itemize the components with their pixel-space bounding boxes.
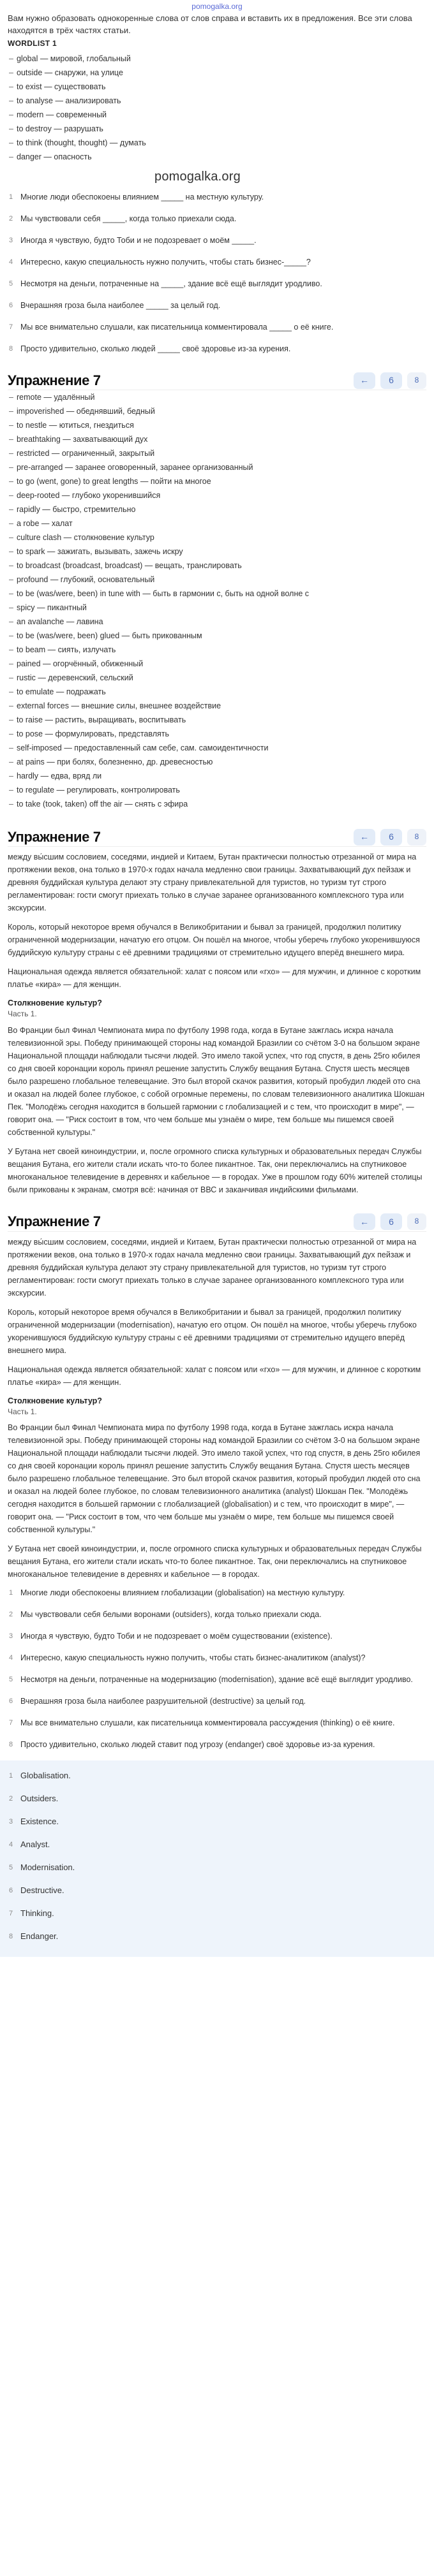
word-item: – to raise — растить, выращивать, воспитывать [8,713,426,727]
page-8-button-2[interactable]: 8 [407,829,426,845]
exercise-header-3 [8,1213,426,1232]
word-item: – breathtaking — захватывающий дух [8,432,426,446]
word-item: – to be (was/were, been) in tune with — быть в гармонии с, быть на одной волне с [8,587,426,601]
filled-sentence-item [8,1695,426,1707]
prev-page-button[interactable] [354,372,375,389]
sentence-item-text: Многие люди обеспокоены влиянием _____ на местную культуру. [20,193,264,202]
word-item: – to go (went, gone) to great lengths — пойти на многое [8,474,426,488]
filled-sentence-item [8,1587,426,1599]
sentence-item-text: Просто удивительно, сколько людей _____ своё здоровье из-за курения. [20,344,291,354]
sentence-item-text: Несмотря на деньги, потраченные на _____, здание всё ещё выглядит уродливо. [20,279,322,289]
task-intro: Вам нужно образовать однокоренные слова от слов справа и вставить их в предложения. Все эти слова находятся в трёх частях статьи. [8,13,412,35]
filled-sentence-list [8,1587,426,1750]
item-number: 1 [9,1772,13,1780]
answer-item-text: Globalisation. [20,1771,71,1781]
item-number: 5 [9,1676,13,1684]
item-number: 6 [9,302,13,310]
word-item: – external forces — внешние силы, внешнее воздействие [8,699,426,713]
word-item: – hardly — едва, вряд ли [8,769,426,783]
prev-page-button-2[interactable] [354,829,375,845]
item-number: 3 [9,1632,13,1641]
sentence-item [8,191,426,203]
sentence-item-text: Иногда я чувствую, будто Тоби и не подозревает о моём _____. [20,236,257,245]
answers-panel [0,1760,434,1957]
filled-sentence-item-text: Многие люди обеспокоены влиянием глобализации (globalisation) на местную культуру. [20,1588,345,1598]
word-item: – an avalanche — лавина [8,615,426,629]
word-item: – to destroy — разрушать [8,122,426,136]
sentence-list [8,191,426,355]
answer-item [8,1884,426,1897]
answer-item [8,1907,426,1920]
word-item: – modern — современный [8,108,426,122]
word-item: – global — мировой, глобальный [8,52,426,66]
filled-sentence-item-text: Интересно, какую специальность нужно получить, чтобы стать бизнес-аналитиком (analyst)? [20,1653,366,1663]
answer-item [8,1769,426,1782]
word-item: – pained — огорчённый, обиженный [8,657,426,671]
answer-item [8,1838,426,1851]
item-number: 7 [9,323,13,332]
exercise-header [8,371,426,390]
article-paragraph: Национальная одежда является обязательной: халат с поясом или «гхо» — для мужчин, и длинное с коротким платье «кира» — для женщин. [8,967,421,990]
item-number: 2 [9,215,13,223]
answer-item-text: Analyst. [20,1840,50,1850]
item-number: 6 [9,1697,13,1706]
item-number: 4 [9,1654,13,1662]
article-repeat-p3: Король, который некоторое время обучался в Великобритании и бывал за границей, продолжил политику ограниченной модернизации (modernisation), начатую его отцом. Он пошёл на многое, чтобы уберечь глубоко укоренившуюся буддийскую культуру страны с её древними традициями от стремительно идущего вперёд внешнего мира. [8,1307,417,1355]
item-number: 5 [9,1864,13,1872]
word-item: – impoverished — обеднявший, бедный [8,404,426,418]
item-number: 8 [9,345,13,353]
word-item: – to exist — существовать [8,80,426,94]
article-paragraph: У Бутана нет своей киноиндустрии, и, после огромного списка культурных и образовательных передач Службы вещания Бутана, его жители стали искать что-то более пикантное. Так, они переключались на спутниковое многоканальное телевидение в деревнях и кабельное — в городах. Уже в прошлом году 60% жителей столицы были прикованы к экранам, смотря всё: начиная от ВВС и заканчивая индийскими фильмами. [8,1146,423,1194]
word-item: – pre-arranged — заранее оговоренный, заранее организованный [8,460,426,474]
culture-heading: Столкновение культур? [8,999,102,1008]
word-item: – to nestle — ютиться, гнездиться [8,418,426,432]
filled-sentence-item-text: Просто удивительно, сколько людей ставит под угрозу (endanger) своё здоровье из-за курения. [20,1740,375,1750]
sentence-item-text: Вчерашняя гроза была наиболее _____ за целый год. [20,301,221,311]
sentence-item [8,343,426,355]
filled-sentence-item [8,1674,426,1685]
word-item: – deep-rooted — глубоко укоренившийся [8,488,426,502]
page-6-button-3[interactable]: 6 [380,1213,402,1230]
word-item: – to pose — формулировать, представлять [8,727,426,741]
answer-item [8,1930,426,1943]
article-repeat-p5: У Бутана нет своей киноиндустрии, и, после огромного списка культурных и образовательных передач Службы вещания Бутана, его жители стали искать что-то более пикантное. Так, они переключались на спутниковое многоканальное телевидение в деревнях и кабельное — в городах. [8,1544,422,1579]
item-number: 8 [9,1741,13,1749]
page-8-button[interactable]: 8 [407,372,426,389]
sentence-item [8,278,426,289]
filled-sentence-item-text: Несмотря на деньги, потраченные на модернизацию (modernisation), здание всё ещё выглядит уродливо. [20,1675,413,1685]
exercise-title-3: Упражнение 7 [8,1213,101,1230]
item-number: 2 [9,1795,13,1803]
item-number: 7 [9,1719,13,1727]
arrow-left-icon: ← [360,375,369,386]
answer-item-text: Thinking. [20,1908,54,1919]
word-item: – a robe — халат [8,516,426,531]
answer-item-text: Endanger. [20,1931,59,1942]
word-item: – restricted — ограниченный, закрытый [8,446,426,460]
page-6-button-2[interactable]: 6 [380,829,402,845]
word-item: – outside — снаружи, на улице [8,66,426,80]
wordlist-title: WORDLIST 1 [8,38,57,48]
word-item: – to broadcast (broadcast, broadcast) — вещать, транслировать [8,559,426,573]
exercise-title: Упражнение 7 [8,372,101,388]
item-number: 5 [9,280,13,288]
filled-sentence-item [8,1609,426,1620]
item-number: 3 [9,237,13,245]
word-item: – to emulate — подражать [8,685,426,699]
sentence-item-text: Мы все внимательно слушали, как писательница комментировала _____ о её книге. [20,323,334,332]
article-paragraph: Во Франции был Финал Чемпионата мира по футболу 1998 года, когда в Бутане зажглась искра начала телевизионной эры. Победу принимающей стороны над командой Бразилии со счётом 3-0 на большом экране Национальной площади наблюдали тысячи людей. Это имело такой успех, что год спустя, в день 25го юбилея со дня своей коронации король принял решение запустить Службу вещания Бутана. Спустя шесть месяцев было разрешено глобальное телевещание. Это был второй скачок развития, который пробудил людей ото сна и оказал на людей более глубокое, с собой огромные перемены, по словам телевизионного аналитика Шокшан Пек. "Молодёжь сегодня находится в большей гармонии с глобализацией и с тем, что происходит в мире", — говорит она. — "Риск состоит в том, что чем больше мы узнаём о мире, тем больше мы пишемся своей собственной культуры." [8,1025,425,1137]
article-paragraph: между вы́сшим сословием, соседями, индией и Китаем, Бутан практически полностью отрезанной от мира на протяжении веков, она только в 1970-х годах начала медленно свои границы. Захватывающий дух пейзаж и древняя буддийская культура делают эту страну привлекательной для туристов, но туризм тут строго регламентирован: гости смогут приехать только в случае заранее организованного комплексного тура или экскурсии. [8,853,417,913]
item-number: 1 [9,193,13,201]
word-item: – profound — глубокий, основательный [8,573,426,587]
answer-item [8,1815,426,1828]
wordlist-2 [8,390,426,811]
article-part-1 [8,851,426,991]
word-item: – to spark — зажигать, вызывать, зажечь искру [8,545,426,559]
sentence-item-text: Интересно, какую специальность нужно получить, чтобы стать бизнес-_____? [20,258,311,267]
item-number: 4 [9,258,13,267]
word-item: – remote — удалённый [8,390,426,404]
word-item: – rapidly — быстро, стремительно [8,502,426,516]
word-item: – to beam — сиять, излучать [8,643,426,657]
filled-sentence-item [8,1717,426,1729]
word-item: – to think (thought, thought) — думать [8,136,426,150]
pager-2 [354,829,426,845]
article-part-2 [8,1024,426,1196]
filled-sentence-item-text: Мы чувствовали себя белыми воронами (outsiders), когда только приехали сюда. [20,1610,322,1620]
word-item: – self-imposed — предоставленный сам себе, сам. самоидентичности [8,741,426,755]
prev-page-button-3[interactable] [354,1213,375,1230]
article-repeat-p4: Во Франции был Финал Чемпионата мира по футболу 1998 года, когда в Бутане зажглась искра начала телевизионной эры. Победу принимающей стороны над командой Бразилии со счётом 3-0 на большом экране Национальной площади наблюдали тысячи людей. Это имело такой успех, что год спустя, в день 25го юбилея со дня своей коронации король принял решение запустить Службу вещания Бутана. Спустя шесть месяцев было разрешено глобальное телевещание. Это был второй скачок развития, который пробудил людей ото сна и оказал на людей более глубокое, по словам телевизионного аналитика (analyst) Шокшан Пек. "Молодёжь сегодня находится в большей гармонии с глобализацией (globalisation) и с тем, что происходит в мире", — говорит она. — "Риск состоит в том, что чем больше мы узнаём о мире, тем больше мы пишемся своей собственной культуры." [8,1423,421,1535]
filled-sentence-item [8,1630,426,1642]
item-number: 7 [9,1910,13,1918]
sentence-item [8,300,426,311]
exercise-header-2 [8,828,426,847]
sentence-item [8,321,426,333]
item-number: 8 [9,1933,13,1941]
word-item: – rustic — деревенский, сельский [8,671,426,685]
pager [354,372,426,389]
article-paragraph: Король, который некоторое время обучался в Великобритании и бывал за границей, продолжил политику ограниченной модернизации, начатую его отцом. Он пошёл на многое, чтобы уберечь глубоко укоренившуюся буддийскую культуру страны с её древними традициями от стремительно идущего вперёд внешнего мира. [8,923,420,958]
sentence-item [8,256,426,268]
filled-sentence-item-text: Иногда я чувствую, будто Тоби и не подозревает о моём существовании (existence). [20,1632,333,1641]
part-label: Часть 1. [8,1009,37,1019]
word-item: – to be (was/were, been) glued — быть прикованным [8,629,426,643]
item-number: 3 [9,1818,13,1826]
article-repeat-p2: Национальная одежда является обязательной: халат с поясом или «гхо» — для мужчин, и длинное с коротким платье «кира» — для женщин. [8,1365,421,1387]
word-item: – to regulate — регулировать, контролировать [8,783,426,797]
arrow-left-icon: ← [360,831,369,842]
item-number: 4 [9,1841,13,1849]
word-item: – spicy — пикантный [8,601,426,615]
answer-item-text: Outsiders. [20,1794,59,1804]
arrow-left-icon: ← [360,1216,369,1227]
filled-sentence-item-text: Мы все внимательно слушали, как писательница комментировала рассуждения (thinking) о её книге. [20,1718,395,1728]
wordlist-1 [8,52,426,164]
word-item: – culture clash — столкновение культур [8,531,426,545]
answer-item-text: Existence. [20,1817,59,1827]
part-label-2: Часть 1. [8,1407,37,1416]
page-8-button-3[interactable]: 8 [407,1213,426,1230]
pager-3 [354,1213,426,1230]
word-item: – to analyse — анализировать [8,94,426,108]
word-item: – danger — опасность [8,150,426,164]
answer-item [8,1792,426,1805]
site-link-top[interactable]: pomogalka.org [191,2,243,11]
article-repeat-p1: между вы́сшим сословием, соседями, индией и Китаем, Бутан практически полностью отрезанной от мира на протяжении веков, она только в 1970-х годах начала медленно свои границы. Захватывающий дух пейзаж и древняя буддийская культура делают эту страну привлекательной для туристов, но туризм тут строго регламентирован: гости смогут приехать только в случае заранее организованного комплексного тура или экскурсии. [8,1237,417,1298]
sentence-item-text: Мы чувствовали себя _____, когда только приехали сюда. [20,214,237,224]
page-6-button[interactable]: 6 [380,372,402,389]
exercise-title-2: Упражнение 7 [8,828,101,845]
word-item: – to take (took, taken) off the air — снять с эфира [8,797,426,811]
filled-sentence-item-text: Вчерашняя гроза была наиболее разрушительной (destructive) за целый год. [20,1697,306,1706]
item-number: 2 [9,1611,13,1619]
content-page [0,13,434,1976]
sentence-item [8,213,426,224]
filled-sentence-item [8,1652,426,1664]
filled-sentence-item [8,1739,426,1750]
culture-heading-2: Столкновение культур? [8,1396,102,1405]
watermark: pomogalka.org [154,170,241,184]
answer-item-text: Destructive. [20,1885,64,1896]
word-item: – at pains — при болях, болезненно, др. древесностью [8,755,426,769]
answer-item [8,1861,426,1874]
answer-list [8,1769,426,1943]
item-number: 6 [9,1887,13,1895]
sentence-item [8,235,426,246]
answer-item-text: Modernisation. [20,1862,75,1873]
item-number: 1 [9,1589,13,1597]
